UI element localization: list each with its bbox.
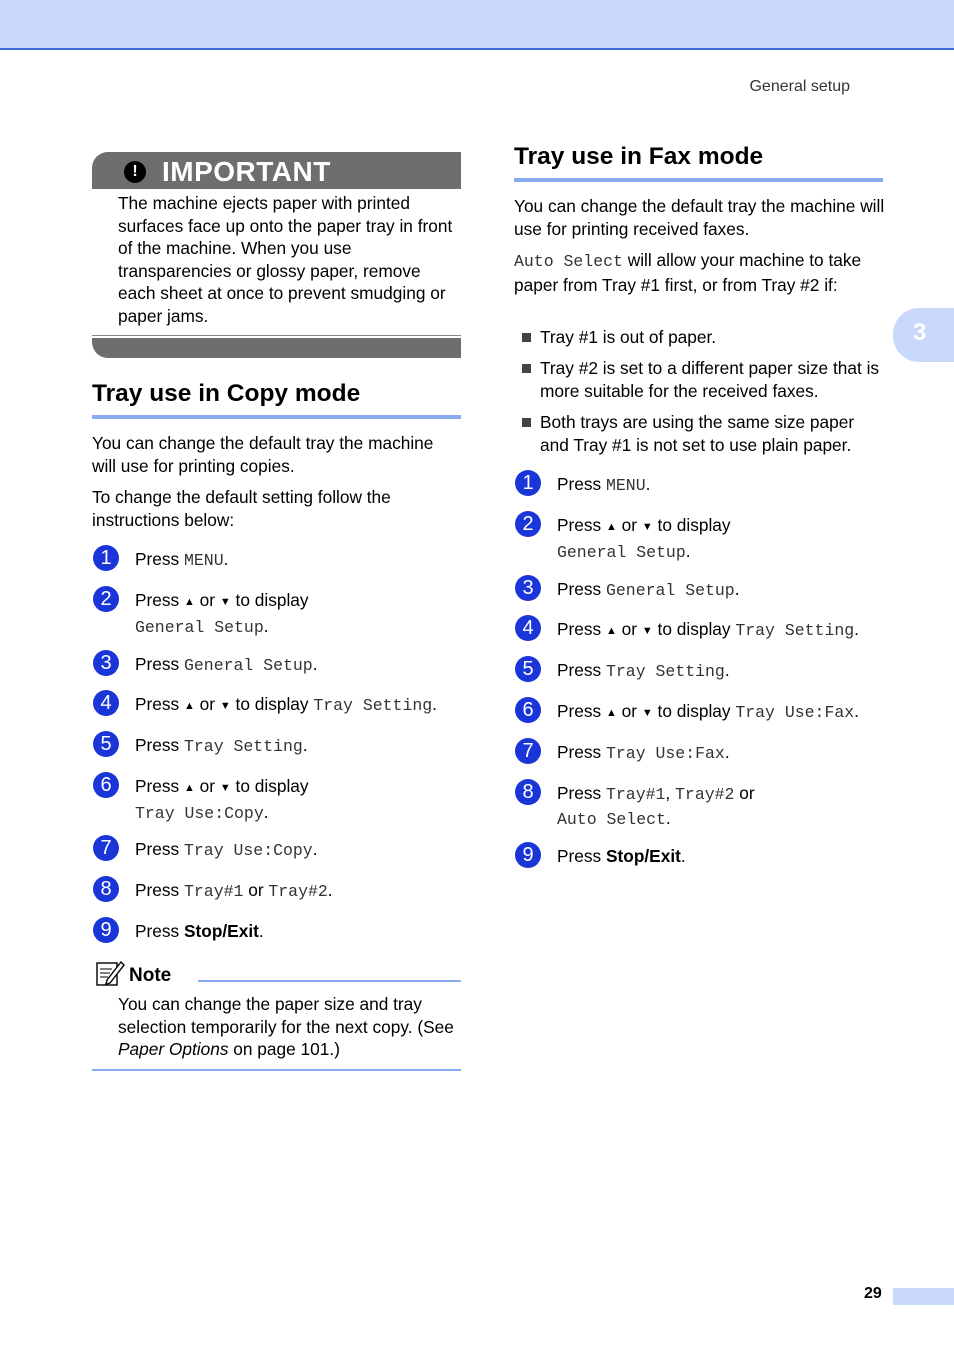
up-arrow-icon: ▲ [605,625,617,637]
down-arrow-icon: ▼ [219,700,231,712]
down-arrow-icon: ▼ [641,625,653,637]
top-banner [0,0,954,50]
step-number: 5 [515,656,541,682]
up-arrow-icon: ▲ [605,707,617,719]
important-box [92,152,461,358]
copy-mode-rule [92,415,461,419]
note-top-rule [198,980,461,982]
step-number: 1 [515,470,541,496]
step-text: Press ▲ or ▼ to display Tray Setting. [557,619,859,640]
step-number: 5 [93,731,119,757]
note-box [92,958,461,1072]
up-arrow-icon: ▲ [605,521,617,533]
copy-mode-title: Tray use in Copy mode [92,380,361,407]
important-title: IMPORTANT [162,156,331,187]
chapter-tab [893,308,954,362]
step-text: Press MENU. [557,474,651,495]
down-arrow-icon: ▼ [219,596,231,608]
important-text: The machine ejects paper with printed surfaces face up onto the paper tray in front of the machine. When you use transparencies or glossy paper, remove each sheet at once to prevent smudging or paper jams. [118,193,453,326]
step-text: Press Tray Setting. [557,660,730,681]
footer-tab [893,1288,954,1305]
step-number: 7 [93,835,119,861]
step-text: Press ▲ or ▼ to display General Setup. [557,515,731,562]
step-number: 3 [515,575,541,601]
step-text: Press Tray#1 or Tray#2. [135,880,333,901]
step-text: Press General Setup. [557,579,740,600]
copy-intro-1: You can change the default tray the machine will use for printing copies. [92,433,434,476]
step-text: Press Stop/Exit. [135,921,264,941]
exclamation-icon: ! [124,161,146,183]
step-text: Press ▲ or ▼ to display Tray Use:Copy. [135,776,309,823]
down-arrow-icon: ▼ [219,782,231,794]
step-text: Press Tray Use:Fax. [557,742,730,763]
step-text: Press Stop/Exit. [557,846,686,866]
step-number: 6 [515,697,541,723]
step-text: Press General Setup. [135,654,318,675]
up-arrow-icon: ▲ [183,700,195,712]
fax-mode-rule [514,178,883,182]
step-number: 3 [93,650,119,676]
fax-intro-1: You can change the default tray the machine will use for printing received faxes. [514,196,885,239]
step-text: Press ▲ or ▼ to display Tray Use:Fax. [557,701,859,722]
copy-intro-2: To change the default setting follow the instructions below: [92,487,391,530]
step-text: Press Tray Use:Copy. [135,839,318,860]
step-number: 4 [515,615,541,641]
up-arrow-icon: ▲ [183,596,195,608]
important-divider [92,335,461,336]
fax-mode-title: Tray use in Fax mode [514,143,764,170]
step-text: Press MENU. [135,549,229,570]
step-number: 4 [93,690,119,716]
step-text: Press Tray Setting. [135,735,308,756]
step-number: 9 [93,917,119,943]
important-footer [92,338,461,358]
fax-intro-2: Auto Select will allow your machine to take paper from Tray #1 first, or from Tray #2 if: [514,250,862,295]
step-text: Press ▲ or ▼ to display General Setup. [135,590,309,637]
running-header: General setup [749,78,850,95]
up-arrow-icon: ▲ [183,782,195,794]
note-pencil-icon [95,958,125,988]
step-number: 6 [93,772,119,798]
step-number: 7 [515,738,541,764]
note-bottom-rule [92,1069,461,1071]
important-header [92,152,461,189]
step-number: 9 [515,842,541,868]
note-text: You can change the paper size and tray selection temporarily for the next copy. (See Paper Options on page 101.) [118,994,454,1059]
step-number: 1 [93,545,119,571]
chapter-number: 3 [913,319,927,346]
step-text: Press ▲ or ▼ to display Tray Setting. [135,694,437,715]
note-title: Note [129,965,172,986]
step-number: 2 [93,586,119,612]
down-arrow-icon: ▼ [641,707,653,719]
step-number: 2 [515,511,541,537]
page-number: 29 [864,1285,882,1302]
step-number: 8 [93,876,119,902]
step-number: 8 [515,779,541,805]
down-arrow-icon: ▼ [641,521,653,533]
step-text: Press Tray#1, Tray#2 or Auto Select. [557,783,755,829]
